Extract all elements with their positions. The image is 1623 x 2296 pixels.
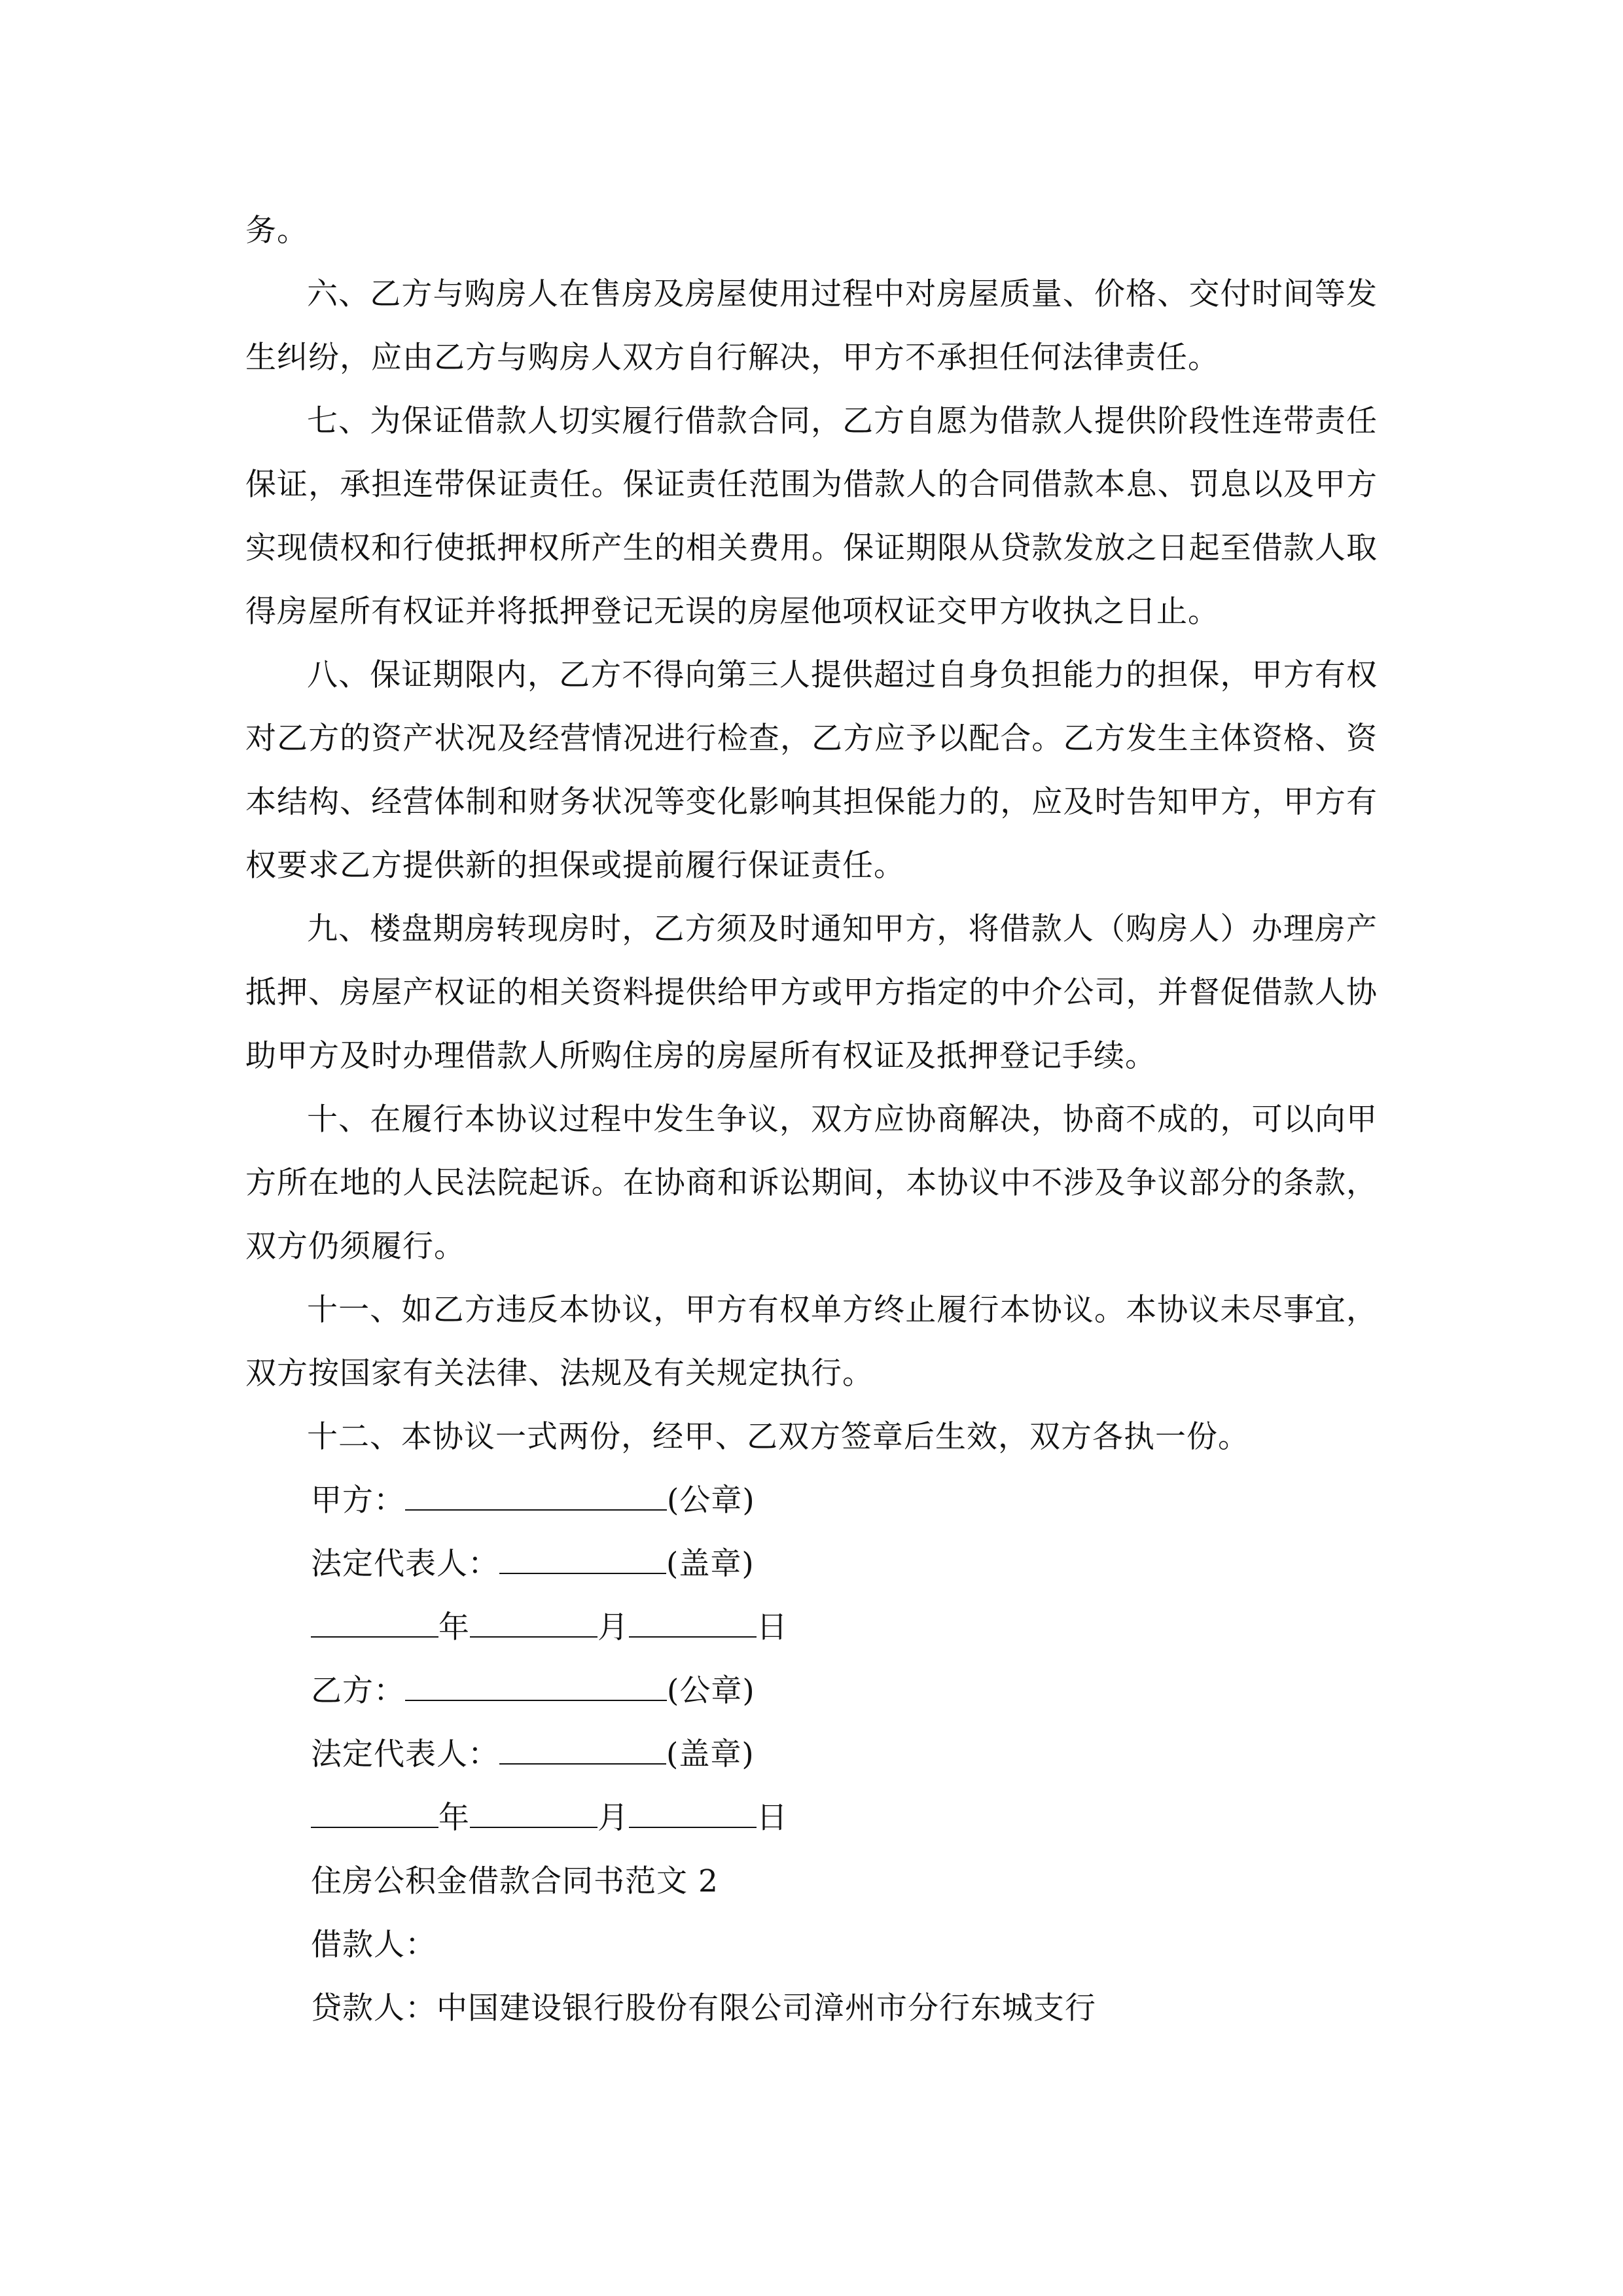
day-label: 日	[757, 1800, 788, 1836]
month-label: 月	[597, 1800, 629, 1836]
party-a-blank[interactable]	[405, 1480, 667, 1511]
party-a-day-blank[interactable]	[629, 1607, 757, 1638]
clause-8: 八、保证期限内，乙方不得向第三人提供超过自身负担能力的担保，甲方有权对乙方的资产状况及经营情况进行检查，乙方应予以配合。乙方发生主体资格、资本结构、经营体制和财务状况等变化影响其担保能力的，应及时告知甲方，甲方有权要求乙方提供新的担保或提前履行保证责任。	[245, 657, 1378, 884]
party-a-rep-label: 法定代表人：	[311, 1546, 499, 1582]
clause-6: 六、乙方与购房人在售房及房屋使用过程中对房屋质量、价格、交付时间等发生纠纷，应由乙方与购房人双方自行解决，甲方不承担任何法律责任。	[245, 276, 1378, 376]
clause-12: 十二、本协议一式两份，经甲、乙双方签章后生效，双方各执一份。	[307, 1419, 1249, 1455]
clause-11: 十一、如乙方违反本协议，甲方有权单方终止履行本协议。本协议未尽事宜，双方按国家有关法律、法规及有关规定执行。	[245, 1292, 1378, 1391]
year-label: 年	[438, 1800, 470, 1836]
party-b-date-line	[311, 1786, 788, 1850]
party-b-rep-line	[311, 1723, 755, 1786]
party-b-line	[311, 1659, 755, 1723]
day-label: 日	[757, 1609, 788, 1645]
party-a-date-line	[311, 1596, 788, 1659]
lender-line: 贷款人：中国建设银行股份有限公司漳州市分行东城支行	[311, 1990, 1096, 2026]
party-a-rep-seal: (盖章)	[666, 1546, 755, 1582]
party-a-rep-line	[311, 1532, 755, 1596]
clause-9: 九、楼盘期房转现房时，乙方须及时通知甲方，将借款人（购房人）办理房产抵押、房屋产权证的相关资料提供给甲方或甲方指定的中介公司，并督促借款人协助甲方及时办理借款人所购住房的房屋所有权证及抵押登记手续。	[245, 911, 1378, 1074]
party-a-rep-blank[interactable]	[499, 1544, 666, 1574]
borrower-line: 借款人：	[311, 1927, 437, 1963]
party-b-day-blank[interactable]	[629, 1798, 757, 1828]
party-b-year-blank[interactable]	[311, 1798, 438, 1828]
party-b-label: 乙方：	[311, 1673, 405, 1709]
party-a-month-blank[interactable]	[470, 1607, 597, 1638]
party-b-blank[interactable]	[405, 1671, 667, 1701]
party-a-year-blank[interactable]	[311, 1607, 438, 1638]
paragraph-continuation: 务。	[245, 213, 308, 249]
clause-10: 十、在履行本协议过程中发生争议，双方应协商解决，协商不成的，可以向甲方所在地的人民法院起诉。在协商和诉讼期间，本协议中不涉及争议部分的条款，双方仍须履行。	[245, 1102, 1378, 1265]
party-a-seal: (公章)	[667, 1482, 755, 1518]
party-b-month-blank[interactable]	[470, 1798, 597, 1828]
party-a-label: 甲方：	[311, 1482, 405, 1518]
year-label: 年	[438, 1609, 470, 1645]
party-b-rep-seal: (盖章)	[666, 1736, 755, 1772]
party-b-rep-blank[interactable]	[499, 1734, 666, 1765]
party-b-seal: (公章)	[667, 1673, 755, 1709]
section-title: 住房公积金借款合同书范文 2	[311, 1863, 719, 1899]
party-a-line	[311, 1469, 755, 1532]
month-label: 月	[597, 1609, 629, 1645]
clause-7: 七、为保证借款人切实履行借款合同，乙方自愿为借款人提供阶段性连带责任保证，承担连带保证责任。保证责任范围为借款人的合同借款本息、罚息以及甲方实现债权和行使抵押权所产生的相关费用。保证期限从贷款发放之日起至借款人取得房屋所有权证并将抵押登记无误的房屋他项权证交甲方收执之日止。	[245, 403, 1378, 630]
party-b-rep-label: 法定代表人：	[311, 1736, 499, 1772]
